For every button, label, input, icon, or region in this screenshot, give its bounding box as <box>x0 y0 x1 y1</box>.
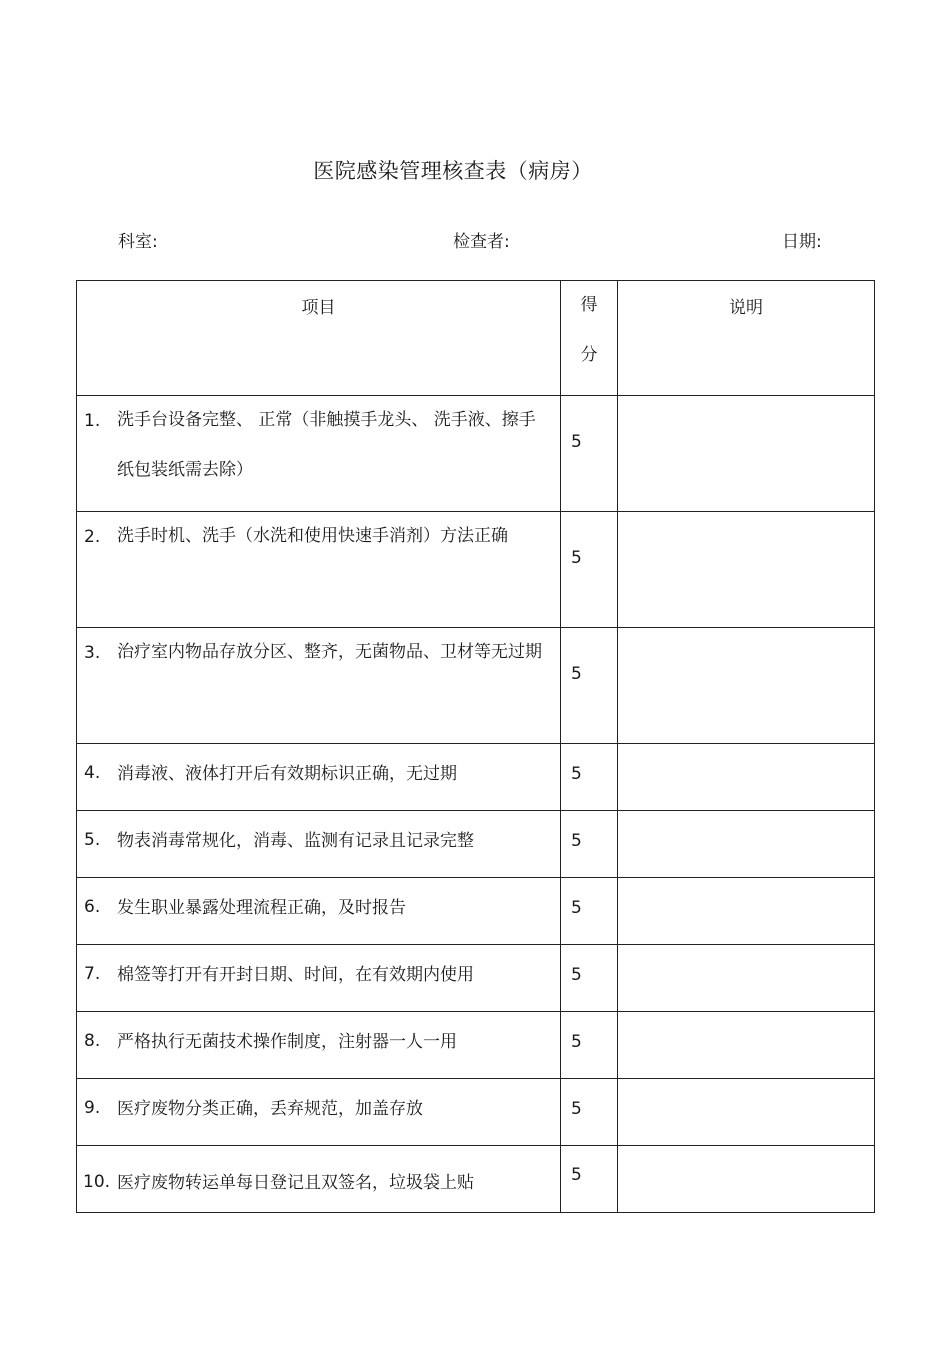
header-score-label-bottom: 分 <box>580 345 598 365</box>
item-text: 严格执行无菌技术操作制度，注射器一人一用 <box>117 1032 457 1052</box>
score-cell <box>561 1146 618 1213</box>
item-text: 发生职业暴露处理流程正确，及时报告 <box>117 898 406 918</box>
note-cell[interactable] <box>618 945 875 1012</box>
score-value: 5 <box>571 1032 582 1052</box>
item-text: 医疗废物转运单每日登记且双签名，垃圾袋上贴 <box>117 1173 474 1193</box>
note-cell[interactable] <box>618 811 875 878</box>
score-cell <box>561 811 618 878</box>
item-cell <box>77 628 561 744</box>
item-number: 9. <box>84 1098 101 1118</box>
item-text: 物表消毒常规化，消毒、监测有记录且记录完整 <box>117 831 474 851</box>
note-cell[interactable] <box>618 1079 875 1146</box>
item-number: 4. <box>84 763 101 783</box>
score-cell <box>561 945 618 1012</box>
header-item <box>77 281 561 396</box>
note-cell[interactable] <box>618 628 875 744</box>
table-header-row <box>77 281 875 396</box>
score-cell <box>561 1012 618 1079</box>
note-cell[interactable] <box>618 1012 875 1079</box>
item-text: 洗手台设备完整、 正常（非触摸手龙头、 洗手液、擦手纸包装纸需去除） <box>117 410 536 480</box>
checklist-table <box>76 280 875 1213</box>
item-number: 10. <box>83 1172 111 1192</box>
score-value: 5 <box>571 831 582 851</box>
score-cell <box>561 512 618 628</box>
table-row <box>77 1146 875 1213</box>
document-title: 医院感染管理核查表（病房） <box>313 159 593 183</box>
table-row <box>77 878 875 945</box>
score-cell <box>561 878 618 945</box>
item-cell <box>77 512 561 628</box>
item-cell <box>77 1012 561 1079</box>
note-cell[interactable] <box>618 1146 875 1213</box>
table-row <box>77 512 875 628</box>
header-note-label: 说明 <box>729 298 763 318</box>
table-row <box>77 1079 875 1146</box>
score-cell <box>561 744 618 811</box>
item-number: 2. <box>84 527 101 547</box>
item-number: 5. <box>84 830 101 850</box>
score-value: 5 <box>571 1099 582 1119</box>
item-number: 8. <box>84 1031 101 1051</box>
table-row <box>77 945 875 1012</box>
item-cell <box>77 396 561 512</box>
table-row <box>77 811 875 878</box>
item-cell <box>77 744 561 811</box>
department-label: 科室: <box>118 232 158 252</box>
note-cell[interactable] <box>618 396 875 512</box>
item-cell <box>77 1146 561 1213</box>
item-text: 医疗废物分类正确，丢弃规范，加盖存放 <box>117 1099 423 1119</box>
item-cell <box>77 811 561 878</box>
item-text: 洗手时机、洗手（水洗和使用快速手消剂）方法正确 <box>117 526 508 546</box>
item-number: 1. <box>84 411 101 431</box>
header-item-label: 项目 <box>301 298 336 318</box>
header-note <box>618 281 875 396</box>
item-cell <box>77 945 561 1012</box>
score-cell <box>561 628 618 744</box>
table-row <box>77 744 875 811</box>
note-cell[interactable] <box>618 744 875 811</box>
item-cell <box>77 878 561 945</box>
score-cell <box>561 1079 618 1146</box>
score-value: 5 <box>571 965 582 985</box>
score-value: 5 <box>571 764 582 784</box>
item-text: 消毒液、液体打开后有效期标识正确，无过期 <box>117 764 457 784</box>
table-row <box>77 396 875 512</box>
item-cell <box>77 1079 561 1146</box>
header-score <box>561 281 618 396</box>
header-score-label-top: 得 <box>580 295 598 315</box>
score-value: 5 <box>571 1165 582 1185</box>
table-row <box>77 628 875 744</box>
score-value: 5 <box>571 432 582 452</box>
note-cell[interactable] <box>618 512 875 628</box>
score-value: 5 <box>571 898 582 918</box>
score-value: 5 <box>571 664 582 684</box>
score-cell <box>561 396 618 512</box>
item-number: 7. <box>84 964 101 984</box>
item-text: 治疗室内物品存放分区、整齐，无菌物品、卫材等无过期 <box>117 642 542 662</box>
table-row <box>77 1012 875 1079</box>
inspector-label: 检查者: <box>453 232 510 252</box>
item-number: 3. <box>84 643 101 663</box>
item-number: 6. <box>84 897 101 917</box>
score-value: 5 <box>571 548 582 568</box>
item-text: 棉签等打开有开封日期、时间，在有效期内使用 <box>117 965 474 985</box>
note-cell[interactable] <box>618 878 875 945</box>
date-label: 日期: <box>782 232 822 252</box>
